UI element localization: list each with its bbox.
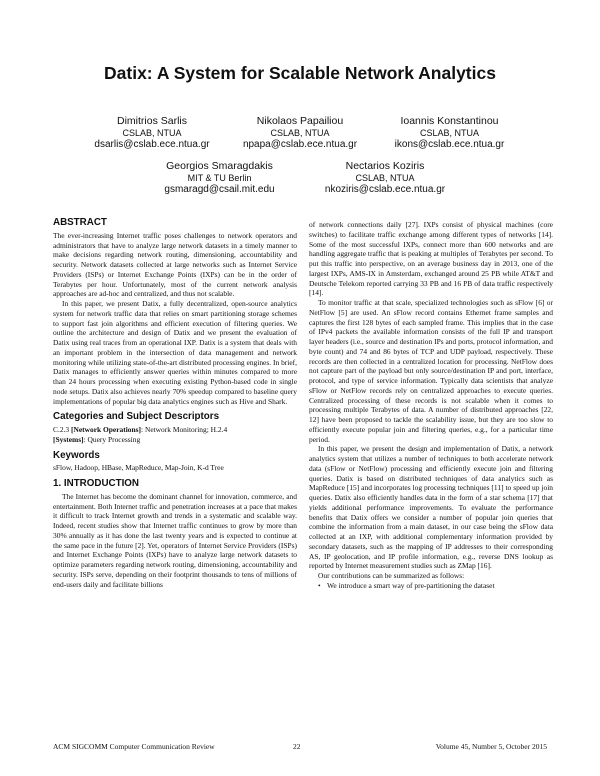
- author-affiliation: CSLAB, NTUA: [355, 172, 415, 183]
- category-code: C.2.3: [53, 425, 70, 434]
- intro-paragraph: The Internet has become the dominant channel for innovation, commerce, and entertainment. Both Internet traffic and penetration increases at a pace that makes it difficult to track Internet growth and trends in a systematic and scalable way. Indeed, recent studies show that Internet traffic continues to grow by more than 30% annually as it has done the last twenty years and is expected to continue at the same pace in the future [2]. Yet, operators of Internet Service Providers (ISPs) and Internet Exchange Points (IXPs) have to analyze large network datasets to optimize parameters regarding network routing, dimensioning, accountability and security. ISPs serve, depending on their footprint thousands to tens of millions of end-users daily and facilitate billions: [53, 491, 297, 589]
- category-text: : Query Processing: [83, 434, 141, 444]
- footer-volume: Volume 45, Number 5, October 2015: [435, 742, 547, 751]
- author-affiliation: CSLAB, NTUA: [419, 127, 479, 138]
- categories-heading: Categories and Subject Descriptors: [53, 411, 220, 423]
- keywords-text: sFlow, Hadoop, HBase, MapReduce, Map-Join, K-d Tree: [53, 463, 224, 473]
- author-email: dsarlis@cslab.ece.ntua.gr: [94, 139, 210, 150]
- contribution-bullet: [309, 581, 553, 591]
- bullet-icon: •: [318, 580, 321, 590]
- page-number: 22: [293, 742, 301, 751]
- keywords-heading: Keywords: [53, 449, 100, 461]
- category-label: [Network Operations]: [70, 425, 142, 434]
- abstract-paragraph: In this paper, we present Datix, a fully decentralized, open-source analytics system for network traffic data that relies on smart partitioning storage schemes to support fast join algorithms and efficient execution of filtering queries. We outline the architecture and design of Datix and we present the evaluation of Datix using real traces from an operational IXP. Datix is a system that deals with an important problem in the intersection of data management and network monitoring while utilizing state-of-the-art distributed processing engines. In brief, Datix manages to efficiently answer queries within minutes compared to more than 24 hours processing when executing existing Python-based code in single node setups. Datix also achieves nearly 70% speedup compared to baseline query implementations of popular big data analytics engines such as Hive and Shark.: [53, 299, 297, 406]
- author-block: [367, 116, 532, 151]
- author-name: Georgios Smaragdakis: [166, 160, 273, 172]
- bullet-text: We introduce a smart way of pre-partitioning the dataset: [327, 580, 495, 590]
- page-footer: [53, 742, 547, 753]
- category-label: [Systems]: [53, 434, 84, 444]
- author-email: ikons@cslab.ece.ntua.gr: [394, 139, 505, 150]
- author-block: [300, 161, 470, 196]
- right-column: [309, 220, 553, 591]
- intro-paragraph: In this paper, we present the design and implementation of Datix, a network analytics system that utilizes a number of techniques to both accelerate network data (sFlow or NetFlow) processing and efficiently execute join and filtering queries. Datix is based on distributed techniques of data analytics such as MapReduce [15] and incorporates log processing techniques [11] to speed up join queries. Datix also efficiently handles data in the form of a star schema [17] that yields additional performance improvements. To evaluate the performance benefits that Datix offers we consider a number of popular join queries that combine the information from a main dataset, in our case being the sFlow data collected at an IXP, with additional complementary information provided by secondary datasets, such as the mapping of IP addresses to their corresponding AS, IP geolocation, and IP profile information, e.g., reverse DNS lookup as reported by Internet measurement studies such as ZMap [16].: [309, 444, 553, 571]
- author-name: Ioannis Konstantinou: [400, 115, 499, 127]
- author-block: [137, 161, 302, 196]
- author-email: npapa@cslab.ece.ntua.gr: [242, 139, 358, 150]
- author-block: [72, 116, 232, 151]
- intro-paragraph-continued: of network connections daily [27]. IXPs consist of physical machines (core switches) to facilitate traffic exchange among different types of networks [14]. Some of the most successful IXPs, connect more than 600 networks and are handling aggregate traffic that is peaking at multiples of Terabytes per second. To put this traffic into perspective, on an average business day in 2013, one of the largest IXPs, AMS-IX in Amsterdam, exchanged around 25 PB while AT&T and Deutsche Telekom reported carrying 33 PB and 16 PB of data traffic respectively [14].: [309, 220, 553, 298]
- introduction-heading: 1. INTRODUCTION: [53, 478, 139, 489]
- author-name: Nectarios Koziris: [345, 160, 425, 172]
- paper-title: Datix: A System for Scalable Network Analytics: [104, 63, 496, 83]
- category-text: : Network Monitoring; H.2.4: [141, 425, 228, 434]
- author-email: gsmaragd@csail.mit.edu: [164, 184, 275, 195]
- author-affiliation: MIT & TU Berlin: [187, 172, 252, 183]
- author-name: Dimitrios Sarlis: [116, 115, 187, 127]
- contributions-intro: Our contributions can be summarized as follows:: [318, 571, 465, 580]
- author-affiliation: CSLAB, NTUA: [122, 127, 182, 138]
- footer-venue: ACM SIGCOMM Computer Communication Review: [53, 742, 215, 751]
- left-column: [53, 218, 297, 589]
- author-affiliation: CSLAB, NTUA: [270, 127, 330, 138]
- author-block: [220, 116, 380, 151]
- author-email: nkoziris@cslab.ece.ntua.gr: [324, 184, 446, 195]
- intro-paragraph: To monitor traffic at that scale, specialized technologies such as sFlow [6] or NetFlow [5] are used. An sFlow record contains Ethernet frame samples and captures the first 128 bytes of each sampled frame. This implies that in the case of IPv4 packets the available information consists of the full IP and transport layer headers (i.e., source and destination IPs and ports, protocol information, and byte count) and 74 and 86 bytes of TCP and UDP payload, respectively. These records are then collected in a centralized location for processing. NetFlow does not capture part of the payload but only source/destination IP and port, interface, protocol, and type of service information. Typically data scientists that analyze sFlow or NetFlow records rely on centralized approaches to execute queries. Centralized processing of these records is not scalable when it comes to processing multiple Terabytes of data. A number of distributed approaches [22, 12] have been proposed to tackle the scalability issue, but they are too slow to efficiently execute popular join and filtering queries, e.g., for a particular time period.: [309, 298, 553, 444]
- abstract-heading: ABSTRACT: [53, 217, 107, 228]
- categories-text: [53, 425, 297, 445]
- author-name: Nikolaos Papailiou: [256, 115, 344, 127]
- abstract-paragraph: The ever-increasing Internet traffic poses challenges to network operators and administrators that have to analyze large network datasets in a timely manner to make decisions regarding network routing, dimensioning, accountability and security. Network datasets collected at large networks such as Internet Service Providers (ISPs) or Internet Exchange Points (IXPs) can be in the order of Terabytes per hour. Unfortunately, most of the current network analysis approaches are ad-hoc and centralized, and thus not scalable.: [53, 230, 297, 299]
